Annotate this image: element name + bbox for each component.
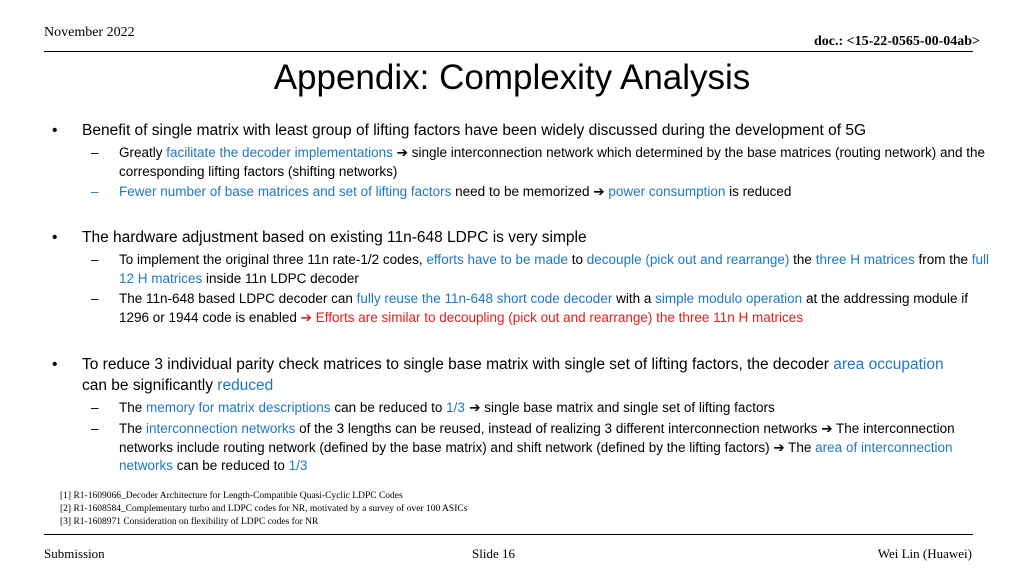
bullet-2-sub-1 (119, 251, 999, 288)
footer-divider (44, 534, 973, 535)
text: To implement the original three 11n rate-1/2 codes, (119, 252, 427, 267)
text: Greatly (119, 145, 167, 160)
highlight: 1/3 (446, 400, 465, 415)
bullet-1-sub-2 (119, 183, 999, 202)
highlight: simple modulo operation (655, 291, 803, 306)
text: with a (612, 291, 656, 306)
bullet-2 (82, 227, 962, 248)
highlight: area of interconnection networks (119, 439, 953, 473)
header-divider (44, 51, 973, 52)
references (60, 490, 467, 529)
bullet-1-text: Benefit of single matrix with least group of lifting factors have been widely discussed during the development of 5G (82, 122, 867, 139)
text: can be significantly (82, 377, 218, 394)
text: To reduce 3 individual parity check matrices to single base matrix with single set of lifting factors, the decoder (82, 356, 834, 373)
bullet-3 (82, 354, 962, 396)
bullet-3-sub-2 (119, 420, 999, 476)
right-arrow-icon: ➔ (464, 400, 481, 416)
highlight: fully reuse the 11n-648 short code decoder (356, 291, 613, 306)
text: need to be memorized (451, 184, 594, 199)
text: The 11n-648 based LDPC decoder can (119, 291, 357, 306)
text: to (568, 252, 587, 267)
highlight: 1/3 (288, 458, 308, 473)
reference-item: [1] R1-1609066_Decoder Architecture for Length-Compatible Quasi-Cyclic LDPC Codes (60, 491, 403, 501)
highlight: memory for matrix descriptions (146, 400, 331, 415)
highlight: interconnection networks (146, 421, 296, 436)
bullet-2-sub-2 (119, 290, 999, 327)
header-date: November 2022 (44, 25, 135, 40)
reference-item: [3] R1-1608971 Consideration on flexibility of LDPC codes for NR (60, 517, 319, 527)
header-doc-id: doc.: <15-22-0565-00-04ab> (813, 34, 980, 49)
text: from the (914, 252, 972, 267)
highlight: full 12 H matrices (119, 252, 990, 286)
text: The (119, 421, 147, 436)
text: single interconnection network which determined by the base matrices (routing network) and the corresponding lifting factors (shifting networks) (119, 145, 986, 179)
bullet-1-sub-1 (119, 144, 999, 181)
right-arrow-icon: ➔ (593, 184, 605, 200)
text: inside 11n LDPC decoder (202, 270, 359, 286)
text: can be reduced to (173, 458, 289, 473)
footer-slide-number: Slide 16 (472, 546, 515, 561)
text: of the 3 lengths can be reused, instead of realizing 3 different interconnection networks (295, 421, 822, 436)
right-arrow-icon: ➔ (396, 145, 408, 161)
footer-submission: Submission (44, 546, 105, 561)
highlight: three H matrices (815, 252, 915, 267)
bullet-2-text: The hardware adjustment based on existing 11n-648 LDPC is very simple (82, 229, 587, 246)
highlight: reduced (217, 377, 274, 394)
text: The (119, 400, 147, 415)
highlight: facilitate the decoder implementations (166, 145, 393, 160)
emphasis-text: Efforts are similar to decoupling (pick out and rearrange) the three 11n H matrices (311, 309, 803, 325)
text: single base matrix and single set of lifting factors (480, 400, 775, 415)
text: is reduced (725, 184, 792, 199)
text: The interconnection networks include routing network (defined by the base matrix) and shift network (defined by the lifting factors) (119, 421, 955, 455)
footer-author: Wei Lin (Huawei) (877, 546, 972, 561)
bullet-1 (82, 120, 962, 141)
bullet-3-sub-1 (119, 399, 999, 418)
text: can be reduced to (330, 400, 447, 415)
text: The (784, 439, 816, 455)
highlight: power consumption (604, 184, 726, 199)
right-arrow-icon: ➔ (773, 439, 785, 456)
slide-title: Appendix: Complexity Analysis (273, 58, 751, 97)
text: at the addressing module if 1296 or 1944 code is enabled (119, 291, 969, 325)
text: the (789, 252, 816, 267)
right-arrow-icon: ➔ (300, 309, 312, 326)
highlight: area occupation (833, 356, 944, 373)
highlight: decouple (pick out and rearrange) (586, 252, 790, 267)
highlight: efforts have to be made (426, 252, 569, 267)
highlight: Fewer number of base matrices and set of lifting factors (119, 184, 452, 199)
right-arrow-icon: ➔ (821, 421, 833, 437)
reference-item: [2] R1-1608584_Complementary turbo and LDPC codes for NR, motivated by a survey of over 100 ASICs (60, 504, 468, 514)
